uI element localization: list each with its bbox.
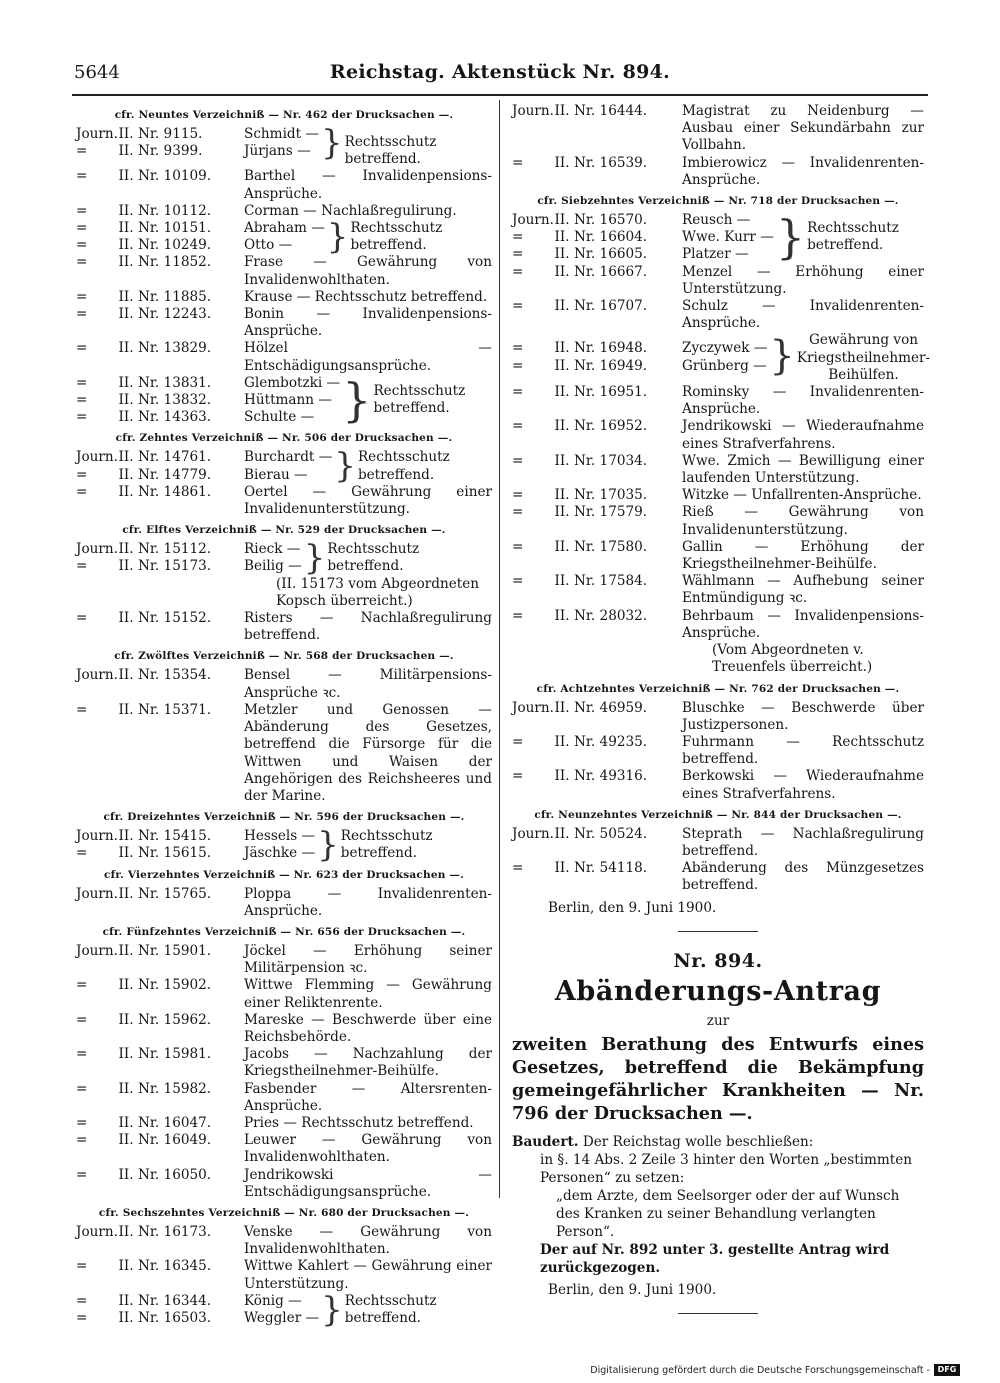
list-entry: = II. Nr. 16047. Pries — Rechtsschutz betreffend.: [76, 1115, 492, 1132]
entry-name: Hessels —: [244, 828, 316, 845]
entry-text: Jacobs — Nachzahlung der Kriegstheilnehmer-Beihülfe.: [244, 1046, 492, 1080]
list-entry: = II. Nr. 15982. Fasbender — Altersrenten-Ansprüche.: [76, 1080, 492, 1114]
section-heading: cfr. Achtzehntes Verzeichniß — Nr. 762 der Drucksachen —.: [536, 682, 900, 695]
entry-group: [76, 446, 492, 487]
list-entry: Journ.II. Nr. 15415. Hessels —: [76, 828, 316, 845]
motion-author: Baudert.: [512, 1133, 579, 1150]
dfg-logo-icon: DFG: [934, 1364, 960, 1376]
list-entry: = II. Nr. 17579. Rieß — Gewährung von Invalidenunterstützung.: [512, 504, 924, 538]
entry-group: [76, 123, 492, 168]
list-entry: = II. Nr. 16707. Schulz — Invalidenrenten-Ansprüche.: [512, 298, 924, 332]
group-subject: Rechtsschutz betreffend.: [807, 220, 899, 254]
list-entry: = II. Nr. 15615. Jäschke —: [76, 845, 316, 862]
entry-note: (Vom Abgeordneten v. Treuenfels überreicht.): [712, 642, 873, 676]
brace-glyph: }: [769, 333, 795, 380]
motion-quote: „dem Arzte, dem Seelsorger oder der auf Wunsch des Kranken zu seiner Behandlung verlangten Person“.: [556, 1187, 900, 1240]
group-subject: Rechtsschutz betreffend.: [350, 220, 443, 254]
group-subject: Rechtsschutz betreffend.: [340, 828, 433, 862]
group-subject: Rechtsschutz betreffend.: [357, 449, 450, 483]
header-rule: [72, 94, 928, 96]
list-entry: = II. Nr. 14861. Oertel — Gewährung einer Invalidenunterstützung.: [76, 483, 492, 518]
entry-text: Berkowski — Wiederaufnahme eines Strafverfahrens.: [682, 768, 924, 802]
list-entry: = II. Nr. 10249. Otto —: [76, 237, 293, 254]
entry-name: Weggler —: [244, 1309, 320, 1326]
running-title: Reichstag. Aktenstück Nr. 894.: [329, 61, 671, 83]
list-entry: = II. Nr. 16949. Grünberg —: [512, 357, 767, 374]
entry-text: Fuhrmann — Rechtsschutz betreffend.: [682, 733, 924, 768]
entry-text: Oertel — Gewährung einer Invalidenunterstützung.: [244, 483, 492, 518]
separator-rule: [678, 931, 758, 932]
entry-text: Pries — Rechtsschutz betreffend.: [244, 1114, 474, 1131]
entry-text: Imbierowicz — Invalidenrenten-Ansprüche.: [682, 154, 924, 188]
entry-name: Beilig —: [244, 558, 302, 575]
list-entry: = II. Nr. 17034. Wwe. Zmich — Bewilligung einer laufenden Unterstützung.: [512, 452, 924, 487]
page-number: 5644: [74, 62, 120, 83]
entry-name: Platzer —: [682, 246, 749, 263]
list-entry: = II. Nr. 15981. Jacobs — Nachzahlung der Kriegstheilnehmer-Beihülfe.: [76, 1046, 492, 1080]
brace-glyph: }: [326, 217, 349, 258]
list-entry: = II. Nr. 10112. Corman — Nachlaßregulirung.: [76, 203, 492, 220]
motion-line: in §. 14 Abs. 2 Zeile 3 hinter den Worten „bestimmten Personen“ zu setzen:: [540, 1151, 913, 1186]
section-heading: cfr. Elftes Verzeichniß — Nr. 529 der Drucksachen —.: [122, 524, 446, 537]
motion-block: [512, 1133, 924, 1277]
entry-group: [76, 217, 492, 258]
list-entry: = II. Nr. 16049. Leuwer — Gewährung von Invalidenwohlthaten.: [76, 1132, 492, 1166]
entry-text: Rominsky — Invalidenrenten-Ansprüche.: [682, 384, 924, 418]
entry-text: Steprath — Nachlaßregulirung betreffend.: [682, 825, 924, 859]
list-entry: = II. Nr. 17035. Witzke — Unfallrenten-Ansprüche.: [512, 487, 924, 504]
list-entry: = II. Nr. 11885. Krause — Rechtsschutz betreffend.: [76, 289, 492, 306]
entry-name: Hüttmann —: [244, 392, 332, 409]
section-heading: cfr. Siebzehntes Verzeichniß — Nr. 718 der Drucksachen —.: [537, 195, 899, 208]
footer-text: Digitalisierung gefördert durch die Deutsche Forschungsgemeinschaft -: [590, 1364, 930, 1376]
entry-group: [76, 825, 492, 866]
entry-group: [76, 538, 492, 579]
brace-glyph: }: [775, 210, 806, 265]
list-entry: Journ.II. Nr. 15901. Jöckel — Erhöhung seiner Militärpension ꝛc.: [76, 942, 492, 977]
list-entry: Journ.II. Nr. 16570. Reusch —: [512, 212, 751, 229]
motion-line: Der Reichstag wolle beschließen:: [582, 1133, 814, 1150]
document-zur: zur: [706, 1012, 730, 1029]
list-entry: Journ.II. Nr. 46959. Bluschke — Beschwerde über Justizpersonen.: [512, 699, 924, 733]
list-entry: = II. Nr. 12243. Bonin — Invalidenpensions-Ansprüche.: [76, 306, 492, 340]
entry-text: Menzel — Erhöhung einer Unterstützung.: [682, 263, 924, 297]
list-entry: = II. Nr. 16951. Rominsky — Invalidenrenten-Ansprüche.: [512, 384, 924, 418]
list-entry: = II. Nr. 49235. Fuhrmann — Rechtsschutz betreffend.: [512, 733, 924, 768]
entry-text: Wählmann — Aufhebung seiner Entmündigung ꝛc.: [682, 573, 924, 607]
entry-text: Krause — Rechtsschutz betreffend.: [244, 288, 488, 305]
brace-glyph: }: [321, 123, 343, 163]
entry-name: Jürjans —: [244, 143, 311, 160]
list-entry: = II. Nr. 49316. Berkowski — Wiederaufnahme eines Strafverfahrens.: [512, 768, 924, 802]
entry-group: [76, 1289, 492, 1330]
list-entry: = II. Nr. 14363. Schulte —: [76, 409, 315, 426]
entry-text: Risters — Nachlaßregulirung betreffend.: [244, 610, 492, 644]
entry-text: Gallin — Erhöhung der Kriegstheilnehmer-Beihülfe.: [682, 538, 924, 573]
group-subject: Rechtsschutz betreffend.: [344, 134, 437, 168]
list-entry: = II. Nr. 15371. Metzler und Genossen — Abänderung des Gesetzes, betreffend die Fürsorge für die Wittwen und Waisen der Angehörigen des Reichsheeres und der Marine.: [76, 701, 492, 804]
entry-text: Wittwe Kahlert — Gewährung einer Unterstützung.: [244, 1258, 492, 1292]
entry-text: Schulz — Invalidenrenten-Ansprüche.: [682, 298, 924, 332]
entry-text: Wittwe Flemming — Gewährung einer Reliktenrente.: [244, 977, 492, 1011]
entry-text: Fasbender — Altersrenten-Ansprüche.: [244, 1080, 492, 1114]
right-column: [512, 103, 931, 1322]
list-entry: = II. Nr. 13829. Hölzel — Entschädigungsansprüche.: [76, 340, 492, 374]
entry-name: Zyczywek —: [682, 340, 768, 357]
entry-text: Jendrikowski — Wiederaufnahme eines Strafverfahrens.: [682, 418, 924, 452]
entry-text: Metzler und Genossen — Abänderung des Gesetzes, betreffend die Fürsorge für die Wittwen und Waisen der Angehörigen des Reichsheeres und der Marine.: [244, 701, 492, 804]
entry-name: Jäschke —: [244, 845, 316, 862]
list-entry: = II. Nr. 17580. Gallin — Erhöhung der Kriegstheilnehmer-Beihülfe.: [512, 538, 924, 573]
group-subject: Rechtsschutz betreffend.: [373, 382, 466, 417]
section-heading: cfr. Vierzehntes Verzeichniß — Nr. 623 der Drucksachen —.: [104, 868, 464, 881]
list-entry: Journ.II. Nr. 15765. Ploppa — Invalidenrenten-Ansprüche.: [76, 885, 492, 919]
list-entry: = II. Nr. 16050. Jendrikowski — Entschädigungsansprüche.: [76, 1166, 492, 1200]
left-column: [76, 103, 492, 1330]
list-entry: Journ.II. Nr. 16444. Magistrat zu Neidenburg — Ausbau einer Sekundärbahn zur Vollbahn.: [512, 103, 924, 154]
dateline: Berlin, den 9. Juni 1900.: [548, 899, 717, 916]
list-entry: = II. Nr. 15173. Beilig —: [76, 558, 302, 575]
list-entry: = II. Nr. 10151. Abraham —: [76, 220, 325, 237]
entry-note: (II. 15173 vom Abgeordneten Kopsch überreicht.): [276, 575, 480, 609]
document-description: zweiten Berathung des Entwurfs eines Gesetzes, betreffend die Bekämpfung gemeingefährlicher Krankheiten — Nr. 796 der Drucksachen —.: [512, 1033, 924, 1124]
entry-text: Bluschke — Beschwerde über Justizpersonen.: [682, 699, 924, 733]
group-subject: Gewährung von Kriegstheilnehmer-Beihülfen.: [796, 332, 931, 383]
separator-rule: [678, 1313, 758, 1314]
document-number: Nr. 894.: [673, 949, 763, 972]
list-entry: = II. Nr. 15902. Wittwe Flemming — Gewährung einer Reliktenrente.: [76, 977, 492, 1011]
section-heading: cfr. Zehntes Verzeichniß — Nr. 506 der Drucksachen —.: [115, 432, 453, 445]
document-title: Abänderungs-Antrag: [554, 975, 882, 1007]
list-entry: = II. Nr. 13832. Hüttmann —: [76, 392, 332, 409]
digitization-footer: [590, 1364, 960, 1376]
brace-glyph: }: [334, 446, 356, 487]
list-entry: Journ.II. Nr. 15112. Rieck —: [76, 541, 301, 558]
entry-text: Frase — Gewährung von Invalidenwohlthaten.: [244, 254, 492, 288]
entry-group: [76, 372, 492, 427]
entry-text: Mareske — Beschwerde über eine Reichsbehörde.: [244, 1011, 492, 1045]
entry-name: König —: [244, 1292, 302, 1309]
entry-text: Behrbaum — Invalidenpensions-Ansprüche.: [682, 607, 924, 641]
list-entry: = II. Nr. 16503. Weggler —: [76, 1309, 320, 1326]
entry-text: Jendrikowski — Entschädigungsansprüche.: [244, 1166, 492, 1200]
group-subject: Rechtsschutz betreffend.: [344, 1292, 437, 1326]
list-entry: Journ.II. Nr. 50524. Steprath — Nachlaßregulirung betreffend.: [512, 825, 924, 859]
list-entry: = II. Nr. 16667. Menzel — Erhöhung einer Unterstützung.: [512, 263, 924, 297]
entry-name: Wwe. Kurr —: [682, 229, 774, 246]
list-entry: Journ.II. Nr. 15354. Bensel — Militärpensions-Ansprüche ꝛc.: [76, 667, 492, 701]
brace-glyph: }: [303, 538, 326, 579]
list-entry: Journ.II. Nr. 9115. Schmidt —: [76, 126, 319, 142]
entry-text: Wwe. Zmich — Bewilligung einer laufenden Unterstützung.: [682, 452, 924, 487]
section-heading: cfr. Neuntes Verzeichniß — Nr. 462 der Drucksachen —.: [114, 109, 454, 121]
section-heading: cfr. Neunzehntes Verzeichniß — Nr. 844 der Drucksachen —.: [534, 808, 902, 821]
entry-name: Schmidt —: [244, 126, 319, 142]
entry-name: Rieck —: [244, 541, 301, 558]
entry-text: Ploppa — Invalidenrenten-Ansprüche.: [244, 885, 492, 919]
list-entry: = II. Nr. 11852. Frase — Gewährung von Invalidenwohlthaten.: [76, 254, 492, 288]
list-entry: = II. Nr. 14779. Bierau —: [76, 466, 308, 483]
entry-text: Magistrat zu Neidenburg — Ausbau einer Sekundärbahn zur Vollbahn.: [682, 103, 924, 154]
entry-text: Bensel — Militärpensions-Ansprüche ꝛc.: [244, 667, 492, 701]
list-entry: = II. Nr. 28032. Behrbaum — Invalidenpensions-Ansprüche.: [512, 607, 924, 641]
group-subject: Rechtsschutz betreffend.: [327, 541, 420, 575]
list-entry: = II. Nr. 16345. Wittwe Kahlert — Gewährung einer Unterstützung.: [76, 1258, 492, 1292]
list-entry: Journ.II. Nr. 16173. Venske — Gewährung von Invalidenwohlthaten.: [76, 1223, 492, 1258]
entry-text: Barthel — Invalidenpensions-Ansprüche.: [244, 168, 492, 202]
section-heading: cfr. Fünfzehntes Verzeichniß — Nr. 656 der Drucksachen —.: [102, 925, 466, 938]
entry-name: Bierau —: [244, 466, 308, 483]
list-entry: = II. Nr. 16948. Zyczywek —: [512, 340, 768, 357]
list-entry: = II. Nr. 17584. Wählmann — Aufhebung seiner Entmündigung ꝛc.: [512, 573, 924, 607]
entry-text: Bonin — Invalidenpensions-Ansprüche.: [244, 306, 492, 340]
list-entry: Journ.II. Nr. 14761. Burchardt —: [76, 449, 333, 466]
list-entry: = II. Nr. 15962. Mareske — Beschwerde über eine Reichsbehörde.: [76, 1011, 492, 1045]
list-entry: = II. Nr. 16539. Imbierowicz — Invalidenrenten-Ansprüche.: [512, 154, 924, 188]
entry-group: [512, 212, 924, 264]
entry-name: Burchardt —: [244, 449, 333, 466]
entry-text: Jöckel — Erhöhung seiner Militärpension ꝛc.: [244, 942, 492, 977]
entry-text: Rieß — Gewährung von Invalidenunterstützung.: [682, 504, 924, 538]
page-header: [72, 62, 928, 92]
motion-withdrawal: Der auf Nr. 892 unter 3. gestellte Antrag wird zurückgezogen.: [540, 1241, 890, 1276]
entry-name: Schulte —: [244, 409, 315, 426]
entry-text: Witzke — Unfallrenten-Ansprüche.: [682, 487, 922, 504]
list-entry: = II. Nr. 9399. Jürjans —: [76, 143, 311, 160]
entry-name: Grünberg —: [682, 357, 767, 374]
entry-name: Abraham —: [244, 220, 325, 237]
brace-glyph: }: [342, 372, 372, 427]
brace-glyph: }: [321, 1289, 343, 1330]
list-entry: = II. Nr. 10109. Barthel — Invalidenpensions-Ansprüche.: [76, 168, 492, 202]
list-entry: = II. Nr. 16952. Jendrikowski — Wiederaufnahme eines Strafverfahrens.: [512, 418, 924, 452]
brace-glyph: }: [317, 825, 339, 866]
entry-text: Hölzel — Entschädigungsansprüche.: [244, 340, 492, 374]
entry-name: Otto —: [244, 237, 293, 254]
entry-name: Reusch —: [682, 212, 751, 229]
list-entry: = II. Nr. 54118. Abänderung des Münzgesetzes betreffend.: [512, 860, 924, 894]
list-entry: = II. Nr. 16605. Platzer —: [512, 246, 749, 263]
section-heading: cfr. Zwölftes Verzeichniß — Nr. 568 der Drucksachen —.: [114, 650, 454, 663]
list-entry: = II. Nr. 13831. Glembotzki —: [76, 374, 341, 391]
list-entry: = II. Nr. 16604. Wwe. Kurr —: [512, 229, 774, 246]
dateline: Berlin, den 9. Juni 1900.: [548, 1281, 717, 1298]
entry-text: Venske — Gewährung von Invalidenwohlthaten.: [244, 1223, 492, 1258]
column-divider: [499, 100, 500, 1198]
entry-group: [512, 332, 931, 384]
section-heading: cfr. Dreizehntes Verzeichniß — Nr. 596 der Drucksachen —.: [103, 811, 465, 824]
entry-text: Abänderung des Münzgesetzes betreffend.: [682, 860, 924, 894]
list-entry: = II. Nr. 15152. Risters — Nachlaßregulirung betreffend.: [76, 610, 492, 644]
entry-text: Corman — Nachlaßregulirung.: [244, 202, 457, 219]
list-entry: = II. Nr. 16344. König —: [76, 1292, 302, 1309]
entry-text: Leuwer — Gewährung von Invalidenwohlthaten.: [244, 1132, 492, 1166]
section-heading: cfr. Sechszehntes Verzeichniß — Nr. 680 der Drucksachen —.: [98, 1206, 470, 1219]
entry-name: Glembotzki —: [244, 374, 341, 391]
